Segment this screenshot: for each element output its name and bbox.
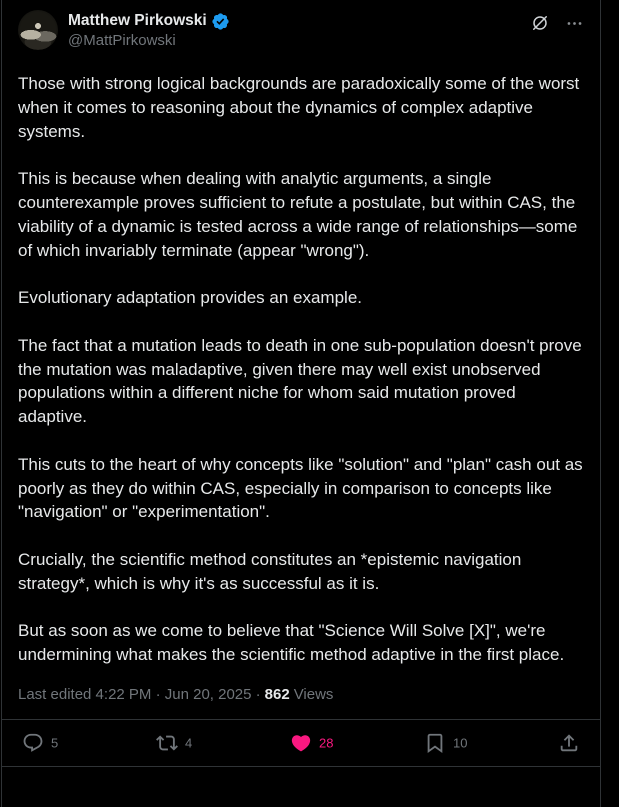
more-icon[interactable] (564, 13, 584, 33)
views-label: Views (293, 685, 334, 703)
post-paragraph: This is because when dealing with analytic arguments, a single counterexample proves sufficient to refute a postulate, but within CAS, the viability of a dynamic is tested across a wide range of relationships—some of which invariably terminate (appear "wrong"). (18, 169, 578, 260)
repost-icon (156, 732, 178, 754)
like-button[interactable] (290, 732, 334, 754)
share-button[interactable] (558, 732, 580, 754)
post-meta (2, 686, 600, 703)
verified-badge-icon[interactable] (211, 12, 230, 31)
avatar[interactable] (18, 10, 58, 50)
post-paragraph: But as soon as we come to believe that "Science Will Solve [X]", we're undermining what makes the scientific method adaptive in the first place. (18, 621, 565, 665)
post-paragraph: This cuts to the heart of why concepts like "solution" and "plan" cash out as poorly as they do within CAS, especially in comparison to concepts like "navigation" or "experimentation". (18, 454, 583, 522)
bookmark-icon (424, 732, 446, 754)
edited-timestamp: Last edited 4:22 PM · Jun 20, 2025 · (18, 685, 261, 703)
like-count: 28 (319, 735, 334, 751)
repost-count: 4 (185, 735, 193, 751)
post-paragraph: Evolutionary adaptation provides an example. (18, 288, 362, 308)
post-text (2, 72, 600, 667)
reply-icon (22, 732, 44, 754)
post-header (2, 0, 600, 51)
post-paragraph: Crucially, the scientific method constitutes an *epistemic navigation strategy*, which is why it's as successful as it is. (18, 549, 522, 593)
grok-icon[interactable] (530, 13, 550, 33)
repost-button[interactable] (156, 732, 193, 754)
action-bar (2, 720, 600, 767)
views-count: 862 (264, 685, 290, 703)
tweet-detail-column (1, 0, 601, 807)
bookmark-count: 10 (453, 735, 468, 751)
reply-button[interactable] (22, 732, 59, 754)
post-paragraph: Those with strong logical backgrounds are paradoxically some of the worst when it comes to reasoning about the dynamics of complex adaptive systems. (18, 74, 580, 141)
author-block (68, 10, 230, 51)
share-icon (558, 732, 580, 754)
author-name[interactable]: Matthew Pirkowski (68, 12, 207, 29)
bookmark-button[interactable] (424, 732, 468, 754)
like-icon-filled (290, 732, 312, 754)
author-handle[interactable]: @MattPirkowski (68, 32, 176, 49)
post-paragraph: The fact that a mutation leads to death in one sub-population doesn't prove the mutation was maladaptive, given there may well exist unobserved populations within a different niche for whom said mutation proved adaptive. (18, 335, 582, 427)
reply-count: 5 (51, 735, 59, 751)
header-actions (530, 10, 584, 33)
